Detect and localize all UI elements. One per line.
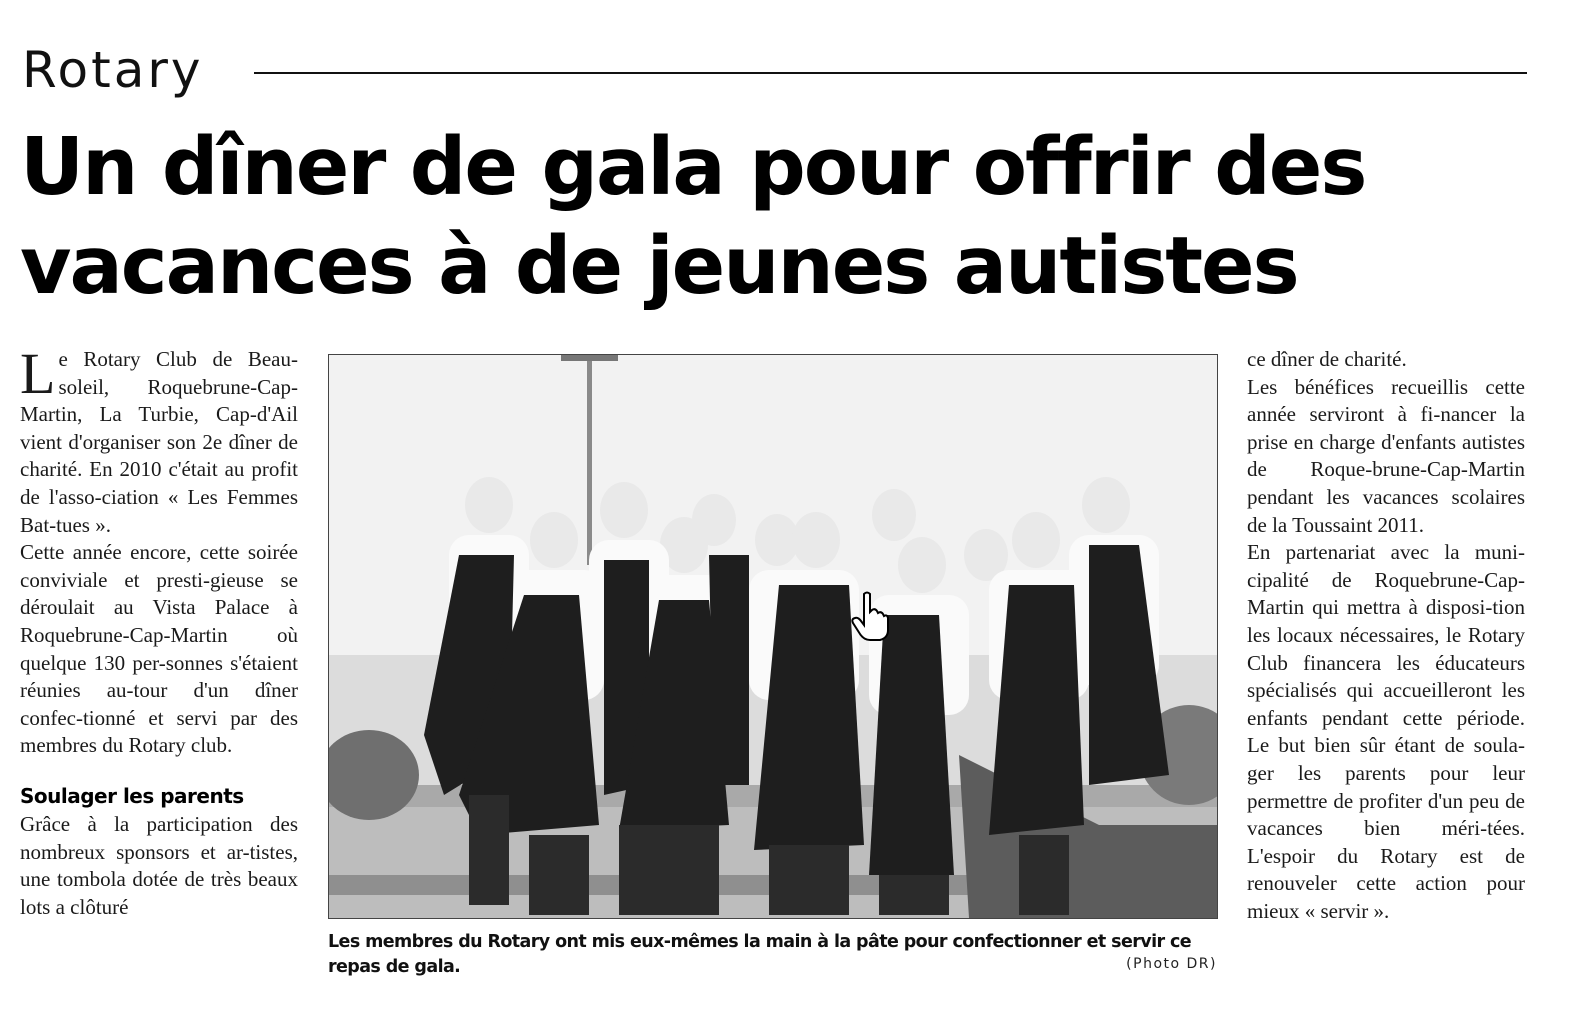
paragraph-5: Les bénéfices recueillis cette année serviront à fi-nancer la prise en charge d'enfants autistes de Roque-brune-Cap-Martin pendant les vacances scolaires de la Toussaint 2011. (1247, 374, 1525, 537)
paragraph-intro (20, 341, 298, 539)
paragraph-6: En partenariat avec la muni-cipalité de Roquebrune-Cap-Martin qui mettra à disposi-tion les locaux nécessaires, le Rotary Club financera les éducateurs spécialisés qui accueilleront les enfants pendant cette période. Le but bien sûr étant de soula-ger les parents pour leur permettre de profiter d'un peu de vacances bien méri-tées. L'espoir du Rotary est de renouveler cette action pour mieux « servir ». (1247, 540, 1525, 923)
subheading: Soulager les parents (20, 783, 244, 808)
rubric-rule (254, 72, 1527, 74)
hand-pointer-icon (850, 590, 890, 642)
article-photo (328, 354, 1218, 919)
dropcap: L (20, 341, 56, 406)
paragraph-intro-text: e Rotary Club de Beau-soleil, Roquebrune-Cap-Martin, La Turbie, Cap-d'Ail vient d'organiser son 2e dîner de charité. En 2010 c'était au profit de l'asso-ciation « Les Femmes Bat-tues ». (20, 347, 298, 537)
paragraph-3: Grâce à la participation des nombreux sponsors et ar-tistes, une tombola dotée de très beaux lots a clôturé (20, 811, 298, 919)
section-rubric (22, 40, 1527, 100)
photo-group-illustration (329, 355, 1217, 918)
article-column-left (20, 341, 298, 921)
section-label: Rotary (22, 41, 204, 99)
headline: Un dîner de gala pour offrir des vacances à de jeunes autistes (20, 121, 1366, 312)
paragraph-4: ce dîner de charité. (1247, 347, 1407, 371)
paragraph-2: Cette année encore, cette soirée conviviale et presti-gieuse se déroulait au Vista Palace à Roquebrune-Cap-Martin où quelque 130 per-sonnes s'étaient réunies au-tour d'un dîner confec-tionné et servi par des membres du Rotary club. (20, 540, 298, 758)
photo-caption: Les membres du Rotary ont mis eux-mêmes la main à la pâte pour confectionner et servir ce repas de gala. (328, 932, 1192, 977)
article-column-right (1247, 346, 1525, 925)
photo-credit: (Photo DR) (1126, 956, 1217, 972)
